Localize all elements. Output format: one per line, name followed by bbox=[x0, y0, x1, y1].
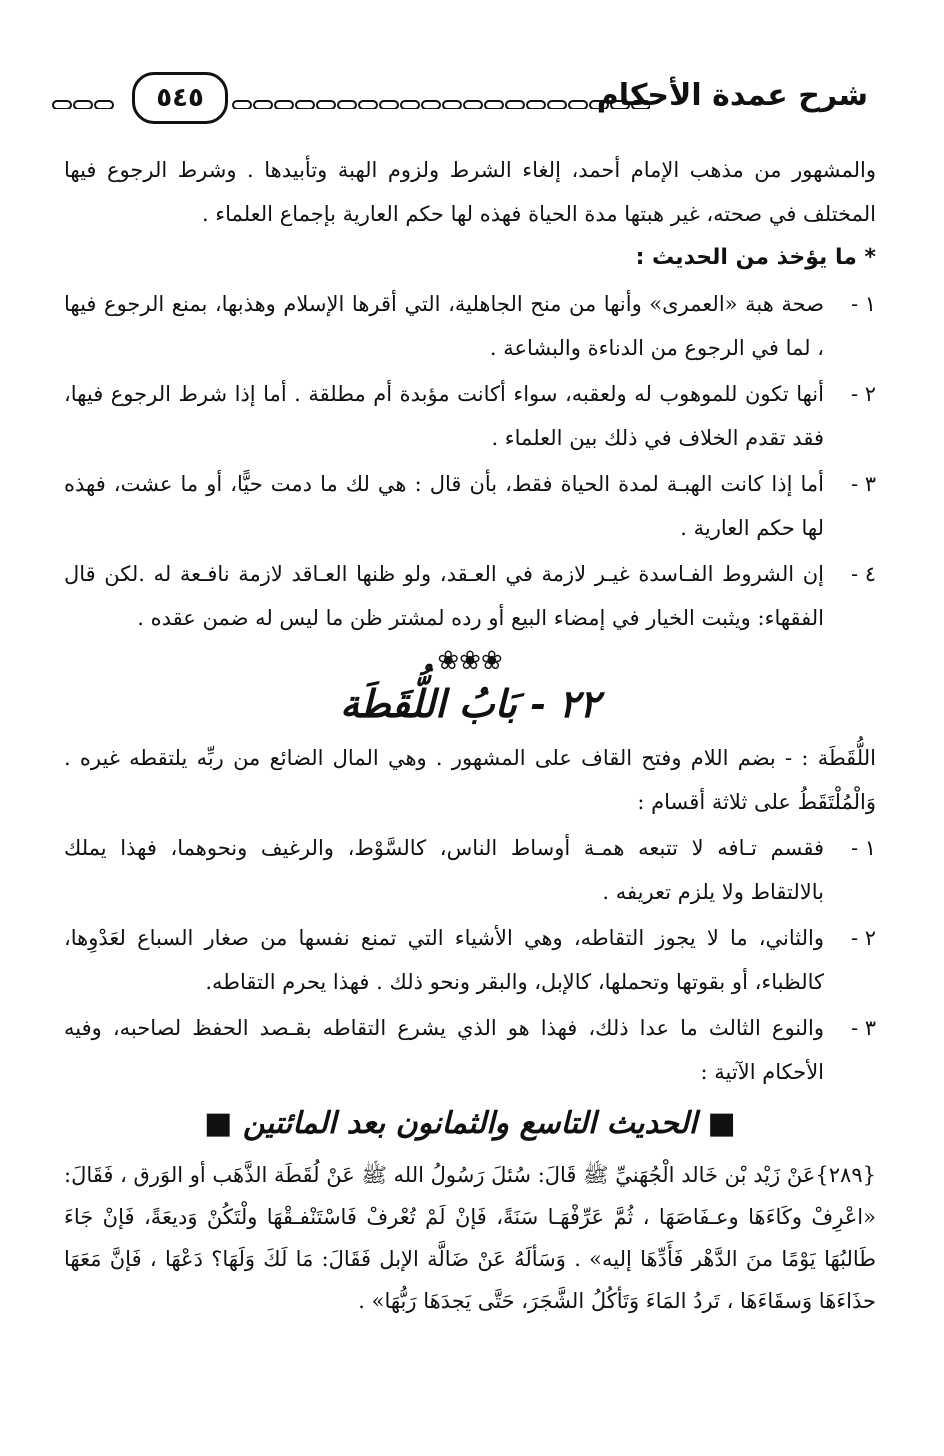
page-number: ٥٤٥ bbox=[132, 72, 228, 124]
page-content bbox=[64, 148, 876, 1322]
lesson-text: إن الشروط الفـاسدة غيـر لازمة في العـقد، ولو ظنها العـاقد لازمة نافـعة له .لكن قال الفقهاء: ويثبت الخيار في إمضاء البيع أو رده لمشتر ظن ما ليس له ضمن عقده . bbox=[64, 562, 824, 630]
lesson-number: ٣ - bbox=[850, 472, 876, 496]
category-text: والنوع الثالث ما عدا ذلك، فهذا هو الذي يشرع التقاطه بقـصد الحفظ لصاحبه، وفيه الأحكام الآتية : bbox=[64, 1016, 824, 1084]
page-header bbox=[52, 72, 868, 134]
lesson-item bbox=[64, 552, 876, 640]
lesson-number: ٢ - bbox=[850, 382, 876, 406]
category-number: ٣ - bbox=[850, 1016, 876, 1040]
lesson-text: صحة هبة «العمرى» وأنها من منح الجاهلية، التي أقرها الإسلام وهذبها، بمنع الرجوع فيها ، لما في الرجوع من الدناءة والبشاعة . bbox=[64, 292, 824, 360]
category-item bbox=[64, 916, 876, 1004]
hadith-title: ■ الحديث التاسع والثمانون بعد المائتين ■ bbox=[204, 1106, 736, 1141]
intro-paragraph: والمشهور من مذهب الإمام أحمد، إلغاء الشرط ولزوم الهبة وتأبيدها . وشرط الرجوع فيها المختلف في صحته، غير هبتها مدة الحياة فهذه لها حكم العارية بإجماع العلماء . bbox=[64, 158, 876, 226]
lesson-text: أنها تكون للموهوب له ولعقبه، سواء أكانت مؤبدة أم مطلقة . أما إذا شرط الرجوع فيها، فقد تقدم الخلاف في ذلك بين العلماء . bbox=[64, 382, 824, 450]
lesson-item bbox=[64, 462, 876, 550]
lesson-text: أما إذا كانت الهبـة لمدة الحياة فقط، بأن قال : هي لك ما دمت حيًّا، أو ما عشت، فهذه لها حكم العارية . bbox=[64, 472, 824, 540]
book-title: شرح عمدة الأحكام bbox=[596, 78, 868, 113]
lesson-number: ٤ - bbox=[850, 562, 876, 586]
header-chain-ornament bbox=[232, 95, 650, 109]
category-number: ١ - bbox=[850, 836, 876, 860]
chapter-intro: اللُّقَطَة : - بضم اللام وفتح القاف على المشهور . وهي المال الضائع من ربِّه يلتقطه غيره . وَالْمُلْتَقَطُ على ثلاثة أقسام : bbox=[64, 746, 876, 814]
header-chain-ornament-short bbox=[52, 95, 116, 109]
lesson-item bbox=[64, 372, 876, 460]
section-ornament: ❀❀❀ bbox=[437, 646, 503, 676]
category-item bbox=[64, 1006, 876, 1094]
category-item bbox=[64, 826, 876, 914]
category-text: فقسم تـافه لا تتبعه همـة أوساط الناس، كالسَّوْط، والرغيف ونحوهما، فهذا يملك بالالتقاط ولا يلزم تعريفه . bbox=[64, 836, 824, 904]
hadith-text: {٢٨٩}عَنْ زَيْد بْن خَالد الْجُهَنيِّ ﷺ قَالَ: سُئلَ رَسُولُ الله ﷺ عَنْ لُقَطَة الذَّهَب أو الوَرق ، فَقَالَ: «اعْرِفْ وكَاءَهَا وعـفَاصَهَا ، ثُمَّ عَرِّفْهَـا سَنَةً، فَإنْ لَمْ تُعْرفْ فَاسْتَنْفـقْهَا ولْتَكُنْ وَديعَةً، فَإنْ جَاءَ طَالبُهَا يَوْمًا منَ الدَّهْر فَأَدِّهَا إليه» . وَسَألَهُ عَنْ ضَالَّة الإبل فَقَالَ: مَا لَكَ وَلَهَا؟ دَعْهَا ، فَإنَّ مَعَهَا حذَاءَهَا وَسقَاءَهَا ، تَردُ المَاءَ وَتَأكُلُ الشَّجَرَ، حَتَّى يَجدَهَا رَبُّهَا» . bbox=[64, 1163, 876, 1313]
lesson-number: ١ - bbox=[850, 292, 876, 316]
lesson-item bbox=[64, 282, 876, 370]
category-text: والثاني، ما لا يجوز التقاطه، وهي الأشياء التي تمنع نفسها من صغار السباع لعَدْوِها، كالظباء، أو بقوتها وتحملها، كالإبل، والبقر ونحو ذلك . فهذا يحرم التقاطه. bbox=[64, 926, 824, 994]
chapter-title: ٢٢ - بَابُ اللُّقَطَة bbox=[340, 681, 600, 726]
category-number: ٢ - bbox=[850, 926, 876, 950]
lessons-heading: * ما يؤخذ من الحديث : bbox=[635, 245, 876, 270]
